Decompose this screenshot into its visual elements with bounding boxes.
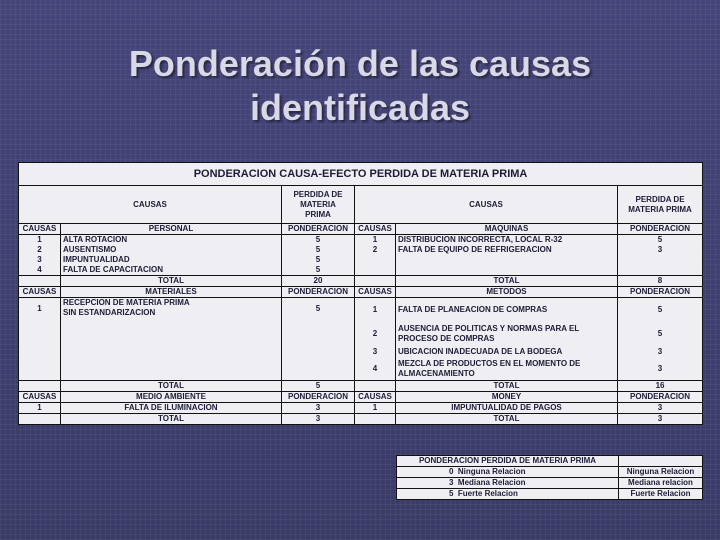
personal-cause: IMPUNTUALIDAD	[61, 255, 282, 265]
money-total-label: TOTAL	[396, 414, 618, 425]
money-causas-header: CAUSAS	[355, 392, 396, 403]
empty-cell	[19, 276, 61, 287]
table-row	[19, 255, 703, 265]
materiales-cause: RECEPCION DE MATERIA PRIMA SIN ESTANDARIZACION	[61, 298, 282, 381]
personal-num: 1	[19, 235, 61, 246]
maquinas-pond-header: PONDERACION	[618, 224, 703, 235]
metodos-category-header: METODOS	[396, 287, 618, 298]
metodos-total-label: TOTAL	[396, 381, 618, 392]
medio-cause: FALTA DE ILUMINACION	[61, 403, 282, 414]
maquinas-total-value: 8	[618, 276, 703, 287]
materiales-pond-header: PONDERACION	[282, 287, 355, 298]
header-perdida-right: PERDIDA DE MATERIA PRIMA	[618, 186, 703, 224]
money-total-value: 3	[618, 414, 703, 425]
medio-category-header: MEDIO AMBIENTE	[61, 392, 282, 403]
metodos-num: 1	[355, 298, 396, 322]
metodos-num: 2	[355, 322, 396, 346]
empty-cell	[355, 276, 396, 287]
money-category-header: MONEY	[396, 392, 618, 403]
slide-title-line-2: identificadas	[249, 87, 471, 128]
money-pond: 3	[618, 403, 703, 414]
empty-cell	[618, 255, 703, 265]
table-header-row	[19, 186, 703, 224]
maquinas-category-header: MAQUINAS	[396, 224, 618, 235]
legend-label: Ninguna Relacion	[457, 467, 526, 476]
table-title-row	[19, 163, 703, 186]
header-perdida-left: PERDIDA DE MATERIA PRIMA	[282, 186, 355, 224]
personal-num: 3	[19, 255, 61, 265]
section-header-row	[19, 287, 703, 298]
total-row	[19, 414, 703, 425]
empty-cell	[619, 456, 703, 467]
section-header-row	[19, 224, 703, 235]
empty-cell	[355, 255, 396, 265]
header-causas-right: CAUSAS	[355, 186, 618, 224]
legend-title-row	[397, 456, 703, 467]
legend-row	[397, 467, 703, 478]
empty-cell	[355, 265, 396, 276]
personal-pond: 5	[282, 255, 355, 265]
metodos-cause: AUSENCIA DE POLITICAS Y NORMAS PARA EL PROCESO DE COMPRAS	[396, 322, 618, 346]
personal-pond: 5	[282, 265, 355, 276]
medio-pond: 3	[282, 403, 355, 414]
metodos-total-value: 16	[618, 381, 703, 392]
metodos-pond: 5	[618, 322, 703, 346]
medio-num: 1	[19, 403, 61, 414]
personal-cause: ALTA ROTACION	[61, 235, 282, 246]
maquinas-cause: DISTRIBUCION INCORRECTA, LOCAL R-32	[396, 235, 618, 246]
maquinas-pond: 3	[618, 245, 703, 255]
legend-value: 0	[449, 467, 454, 476]
legend-right: Mediana relacion	[619, 478, 703, 489]
metodos-pond: 3	[618, 346, 703, 359]
table-row	[19, 245, 703, 255]
empty-cell	[396, 265, 618, 276]
personal-total-label: TOTAL	[61, 276, 282, 287]
maquinas-cause: FALTA DE EQUIPO DE REFRIGERACION	[396, 245, 618, 255]
metodos-cause: MEZCLA DE PRODUCTOS EN EL MOMENTO DE ALMACENAMIENTO	[396, 359, 618, 381]
maquinas-causas-header: CAUSAS	[355, 224, 396, 235]
empty-cell	[355, 414, 396, 425]
metodos-causas-header: CAUSAS	[355, 287, 396, 298]
personal-pond: 5	[282, 245, 355, 255]
personal-total-value: 20	[282, 276, 355, 287]
empty-cell	[396, 255, 618, 265]
legend-value: 3	[449, 478, 454, 487]
legend-label: Fuerte Relacion	[457, 489, 518, 498]
money-pond-header: PONDERACION	[618, 392, 703, 403]
personal-category-header: PERSONAL	[61, 224, 282, 235]
personal-num: 4	[19, 265, 61, 276]
personal-cause: AUSENTISMO	[61, 245, 282, 255]
maquinas-num: 2	[355, 245, 396, 255]
personal-cause: FALTA DE CAPACITACION	[61, 265, 282, 276]
slide-title	[60, 42, 660, 130]
personal-num: 2	[19, 245, 61, 255]
legend-scale	[397, 478, 619, 489]
legend-title: PONDERACION PERDIDA DE MATERIA PRIMA	[397, 456, 619, 467]
money-cause: IMPUNTUALIDAD DE PAGOS	[396, 403, 618, 414]
header-causas-left: CAUSAS	[19, 186, 282, 224]
ponderacion-table	[18, 162, 703, 425]
personal-pond: 5	[282, 235, 355, 246]
legend-right: Ninguna Relacion	[619, 467, 703, 478]
table-row	[19, 403, 703, 414]
metodos-num: 4	[355, 359, 396, 381]
personal-pond-header: PONDERACION	[282, 224, 355, 235]
metodos-num: 3	[355, 346, 396, 359]
maquinas-pond: 5	[618, 235, 703, 246]
legend-scale	[397, 467, 619, 478]
table-row	[19, 298, 703, 322]
legend-row	[397, 489, 703, 500]
legend-label: Mediana Relacion	[457, 478, 526, 487]
metodos-cause: FALTA DE PLANEACION DE COMPRAS	[396, 298, 618, 322]
metodos-pond-header: PONDERACION	[618, 287, 703, 298]
empty-cell	[19, 414, 61, 425]
metodos-cause: UBICACION INADECUADA DE LA BODEGA	[396, 346, 618, 359]
table-title: PONDERACION CAUSA-EFECTO PERDIDA DE MATERIA PRIMA	[19, 163, 703, 186]
medio-total-label: TOTAL	[61, 414, 282, 425]
materiales-category-header: MATERIALES	[61, 287, 282, 298]
metodos-pond: 3	[618, 359, 703, 381]
empty-cell	[355, 381, 396, 392]
legend-value: 5	[449, 489, 454, 498]
empty-cell	[618, 265, 703, 276]
legend-right: Fuerte Relacion	[619, 489, 703, 500]
total-row	[19, 381, 703, 392]
legend-scale	[397, 489, 619, 500]
money-num: 1	[355, 403, 396, 414]
legend-row	[397, 478, 703, 489]
metodos-pond: 5	[618, 298, 703, 322]
table-row	[19, 265, 703, 276]
materiales-total-label: TOTAL	[61, 381, 282, 392]
medio-total-value: 3	[282, 414, 355, 425]
personal-causas-header: CAUSAS	[19, 224, 61, 235]
table-row	[19, 235, 703, 246]
materiales-pond: 5	[282, 298, 355, 381]
medio-causas-header: CAUSAS	[19, 392, 61, 403]
empty-cell	[19, 381, 61, 392]
materiales-total-value: 5	[282, 381, 355, 392]
maquinas-num: 1	[355, 235, 396, 246]
legend-table	[396, 455, 703, 500]
maquinas-total-label: TOTAL	[396, 276, 618, 287]
materiales-causas-header: CAUSAS	[19, 287, 61, 298]
slide-title-line-1: Ponderación de las causas	[128, 43, 592, 84]
total-row	[19, 276, 703, 287]
section-header-row	[19, 392, 703, 403]
medio-pond-header: PONDERACION	[282, 392, 355, 403]
materiales-num: 1	[19, 298, 61, 381]
